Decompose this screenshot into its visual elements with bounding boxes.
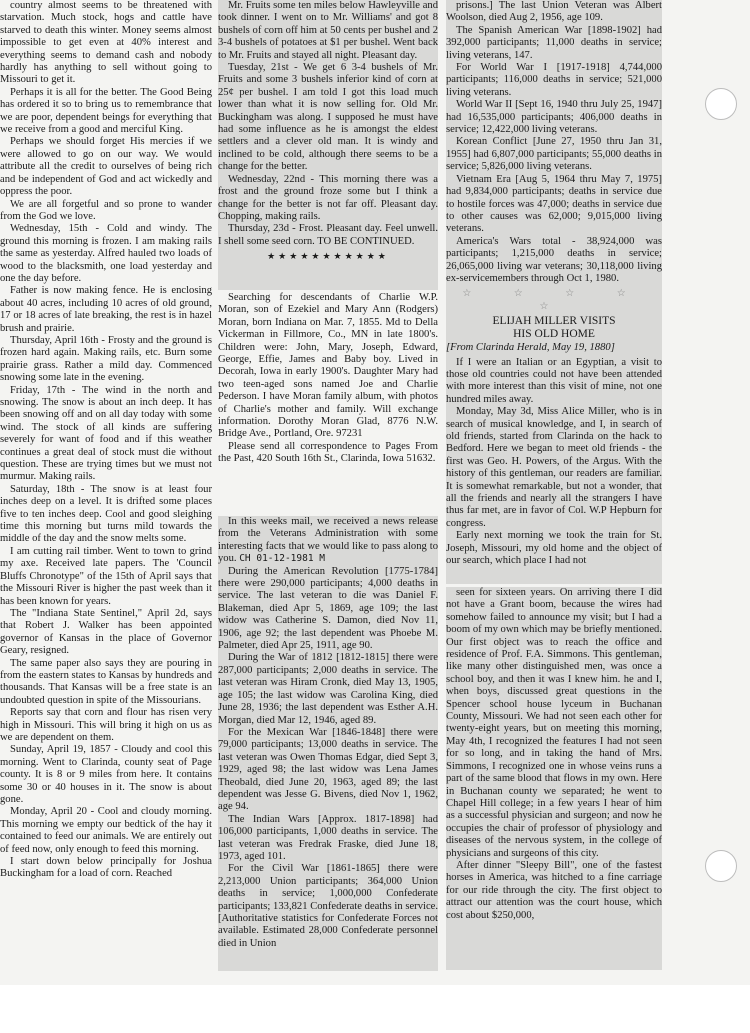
handwritten-date: CH 01-12-1981 M xyxy=(239,553,325,565)
paragraph: America's Wars total - 38,924,000 was participants; 1,215,000 deaths in service; 26,065,000 living war veterans; 30,118,000 living ex-servicemembers through Oct 1, 1980. xyxy=(446,235,662,284)
paragraph: Saturday, 18th - The snow is at least four inches deep on a level. It is drifted some places five to ten inches deep. Cool and good sleighing time this morning but turns mild towards the middle of the day and the snow melts some. xyxy=(0,483,212,545)
paragraph: If I were an Italian or an Egyptian, a visit to those old countries could not have been attended with more interest than this visit of mine, not one hundred miles away. xyxy=(446,356,662,405)
paragraph: For World War I [1917-1918] 4,744,000 participants; 116,000 deaths in service; 521,000 living veterans. xyxy=(446,62,662,98)
paragraph: World War II [Sept 16, 1940 thru July 25, 1947] had 16,535,000 participants; 406,000 deaths in service; 12,422,000 living veterans. xyxy=(446,99,662,136)
star-divider: ★★★★★★★★★★★ xyxy=(267,251,389,262)
paragraph: Wednesday, 15th - Cold and windy. The ground this morning is frozen. I am making rails the same as yesterday. Alfred hauled two loads of wood to the blacksmith, one load yesterday and one the day before. xyxy=(0,223,212,284)
paragraph: Tuesday, 21st - We get 6 3-4 bushels of Mr. Fruits and some 3 bushels inferior kind of corn at 25¢ per bushel. I am told I got this load much lower than what it is now selling for. Old Mr. Buckingham was along. I supposed he must have had some influence as he is amongst the eldest settlers and a clever old man. It is windy and inclined to be cold, although there seems to be a change for the better. xyxy=(218,62,438,173)
paragraph: The same paper also says they are pouring in from the eastern states to Kansas by hundreds and thousands. That Kansas will be a free state is an undoubted question in spite of the Missourians. xyxy=(0,657,212,706)
paragraph: Searching for descendants of Charlie W.P. Moran, son of Ezekiel and Mary Ann (Rodgers) Moran, born Indiana on Mar. 7, 1855. Md to Della Vickerman in Fillmore, Co., MN in late 1800's. Children were: John, Mary, Joseph, Edward, George, Effie, James and Baby boy. Lived in Decorah, Iowa in early 1900's. Daughter Mary had two teen-aged sons named Joe and Charlie Pederson. I have Moran family album, with photos of Charlie's mother and family. Will exchange information. Dorothy Moran Glad, 8776 N.W. Bridge Ave., Portland, Ore. 97231 xyxy=(218,292,438,440)
binder-hole xyxy=(705,850,737,882)
paragraph-intro xyxy=(218,516,438,566)
article-source: [From Clarinda Herald, May 19, 1880] xyxy=(446,342,615,354)
binder-hole xyxy=(705,88,737,120)
paragraph: Friday, 17th - The wind in the north and snowing. The snow is about an inch deep. It has been snowing off and on all day today with some wind. The stock of all kinds are suffering severely for want of food and if this weather continues a great deal of stock must die without question. These are trying times but we must not murmur. Making rails. xyxy=(0,384,212,483)
paragraph: Korean Conflict [June 27, 1950 thru Jan 31, 1955] had 6,807,000 participants; 55,000 deaths in service; 5,826,000 living veterans. xyxy=(446,136,662,173)
clipping-veterans-statistics xyxy=(218,516,438,971)
paragraph: Perhaps we should forget His mercies if we were allowed to go on our way. We would attribute all the credit to ourselves of being rich and be independent of God and act wickedly and oppress the poor. xyxy=(0,136,212,198)
paragraph: Perhaps it is all for the better. The Good Being has ordered it so to bring us to remembrance that we are poor, dependent beings for everything that we receive from a good and merciful King. xyxy=(0,86,212,136)
paragraph: Monday, April 20 - Cool and cloudy morning. This morning we empty our bedtick of the hay it contained to feed our animals. We are entirely out of feed now, only enough to feed this morning. xyxy=(0,806,212,855)
paragraph: After dinner "Sleepy Bill", one of the fastest horses in America, was hitched to a fine carriage for our ride through the city. The first object to attract our attention was the court house, which cost about $250,000, xyxy=(446,859,662,921)
column-diary-continued xyxy=(0,0,212,982)
paragraph: Father is now making fence. He is enclosing about 40 acres, including 10 acres of old ground, 17 or 18 acres of late breaking, the rest is in hazel brush and prairie. xyxy=(0,285,212,334)
paragraph: Mr. Fruits some ten miles below Hawleyville and took dinner. I went on to Mr. Williams' and got 8 bushels of corn off him at 50 cents per bushel and 2 3-4 bushels of potatoes at $1 per bushel. Went back to Mr. Fruits and stayed all night. Pleasant day. xyxy=(218,0,438,61)
paragraph: Thursday, 23d - Frost. Pleasant day. Feel unwell. I shell some seed corn. TO BE CONTINUED. xyxy=(218,223,438,247)
paragraph: The "Indiana State Sentinel," April 2d, says that Robert J. Walker has been appointed governor of Kansas in the place of Governor Geary, resigned. xyxy=(0,607,212,657)
paragraph: Monday, May 3d, Miss Alice Miller, who is in search of musical knowledge, and I, in search of old friends, started from Clarinda on the hack to Bedford. Here we began to meet old friends - the first was Geo. H. Powers, of the Argus. With the history of this gentleman, our readers are familiar. It is somewhat remarkable, but not a wonder, that all the friends and nearly all the strangers I have thus far met, are in favor of Col. W.P Hepburn for congress. xyxy=(446,406,662,529)
clipping-diary-end xyxy=(218,0,438,290)
paragraph: The Spanish American War [1898-1902] had 392,000 participants; 11,000 deaths in service; living veterans, 147. xyxy=(446,24,662,61)
paragraph: Sunday, April 19, 1857 - Cloudy and cool this morning. Went to Clarinda, county seat of Page county. It is 8 or 9 miles from here. It contains some 30 or 40 houses in it. The snow is about gone. xyxy=(0,744,212,805)
paragraph: During the War of 1812 [1812-1815] there were 287,000 participants; 2,000 deaths in service. The last veteran was Hiram Cronk, died May 13, 1905, age 105; the last widow was Carolina King, died June 28, 1936; the last dependent was Esther A.H. Morgan, died Mar 12, 1946, aged 89. xyxy=(218,652,438,726)
star-divider: ☆ ☆ ☆ ☆ ☆ xyxy=(462,288,646,312)
paragraph: Please send all correspondence to Pages From the Past, 420 South 16th St., Clarinda, Iowa 51632. xyxy=(218,440,438,465)
clipping-genealogy-query xyxy=(218,292,438,510)
paragraph: The Indian Wars [Approx. 1817-1898] had 106,000 participants, 1,000 deaths in service. The last veteran was Fredrak Fraske, died June 18, 1973, aged 101. xyxy=(218,813,438,862)
article-subtitle: HIS OLD HOME xyxy=(513,328,595,341)
paragraph: For the Civil War [1861-1865] there were 2,213,000 Union participants; 364,000 Union deaths in service; 1,000,000 Confederate participants; 133,821 Confederate deaths in service. [Authoritative statistics for Confederate Forces not available. Estimated 28,000 Confederate personnel died in Union xyxy=(218,863,438,949)
paragraph: During the American Revolution [1775-1784] there were 290,000 participants; 4,000 deaths in service. The last veteran to die was Daniel F. Blakeman, died Apr 5, 1869, age 109; the last widow was Catherine S. Damon, died Nov 11, 1906, age 92; the last dependent was Phoebe M. Palmeter, died Apr 25, 1911, age 90. xyxy=(218,565,438,652)
paragraph: Early next morning we took the train for St. Joseph, Missouri, my old home and the object of our search, which place I had not xyxy=(446,530,662,567)
paragraph: Reports say that corn and flour has risen very high in Missouri. This will bring it high on us as we are dependent on them. xyxy=(0,707,212,743)
paragraph: For the Mexican War [1846-1848] there were 79,000 participants; 13,000 deaths in service. The last veteran was Owen Thomas Edgar, died Sept 3, 1929, aged 98; the last widow was Lena James Theobald, died June 20, 1963, aged 89; the last dependent was Jesse G. Bivens, died Nov 1, 1962, age 94. xyxy=(218,726,438,813)
clipping-veterans-and-miller-visit xyxy=(446,0,662,584)
paragraph: Vietnam Era [Aug 5, 1964 thru May 7, 1975] had 9,834,000 participants; deaths in service due to hostile forces was 47,000; deaths in service due to other causes was 62,000; 9,015,000 living veterans. xyxy=(446,173,662,235)
page-margin-bottom xyxy=(0,985,750,1033)
paragraph: seen for sixteen years. On arriving there I did not have a Grant boom, because the wires had somehow failed to announce my visit; but I had a boom of my own which may be briefly mentioned. Our first object was to reach the office and residence of Prof. F.A. Simmons. This gentleman, like many other distinguished men, was once a school boy, and then it was I knew him. he and I, when boys, discussed great questions in the Spencer school house lyceum in Buchanan County, Missouri. We had not seen each other for twenty-eight years, but on meeting this morning, May 4th, I recognized the features I had not seen for so long, and in taking the hand of Mrs. Simmons, I recognized one in whose veins runs a part of the same blood that flows in my own. Here in Buchanan county we separated; he went to Chapel Hill college; in a few years I hear of him as a successful physician and surgeon; and now he occupies the chair of professor of physiology and diseases of the nervous system, in the college of physicians and surgeons of this city. xyxy=(446,587,662,859)
intro-text: In this weeks mail, we received a news release from the Veterans Administration with some interesting facts that we would like to pass along to you. xyxy=(218,516,438,565)
clipping-miller-visit-continued xyxy=(446,587,662,970)
paragraph: prisons.] The last Union Veteran was Albert Woolson, died Aug 2, 1956, age 109. xyxy=(446,0,662,24)
paragraph: Wednesday, 22nd - This morning there was a frost and the ground froze some but I think a change for the better is not far off. Pleasant day. Chopping, making rails. xyxy=(218,173,438,222)
article-title: ELIJAH MILLER VISITS xyxy=(492,315,616,328)
paragraph: We are all forgetful and so prone to wander from the God we love. xyxy=(0,198,212,222)
paragraph: Thursday, April 16th - Frosty and the ground is frozen hard again. Making rails, etc. Burn some prairie grass. Rather a mild day. Commenced snowing some late in the evening. xyxy=(0,334,212,384)
paragraph: country almost seems to be threatened with starvation. Much stock, hogs and cattle have starved to death this winter. Money seems almost impossible to get even at 40% interest and everything seems to demand cash and nobody hardly has anything to sell without going to Missouri to get it. xyxy=(0,0,212,86)
paragraph: I start down below principally for Joshua Buckingham for a load of corn. Reached xyxy=(0,856,212,880)
paragraph: I am cutting rail timber. Went to town to grind my axe. Received late papers. The 'Council Bluffs Chronotype" of the 15th of April says that the Missouri River is higher the past week than it has been known for years. xyxy=(0,545,212,607)
